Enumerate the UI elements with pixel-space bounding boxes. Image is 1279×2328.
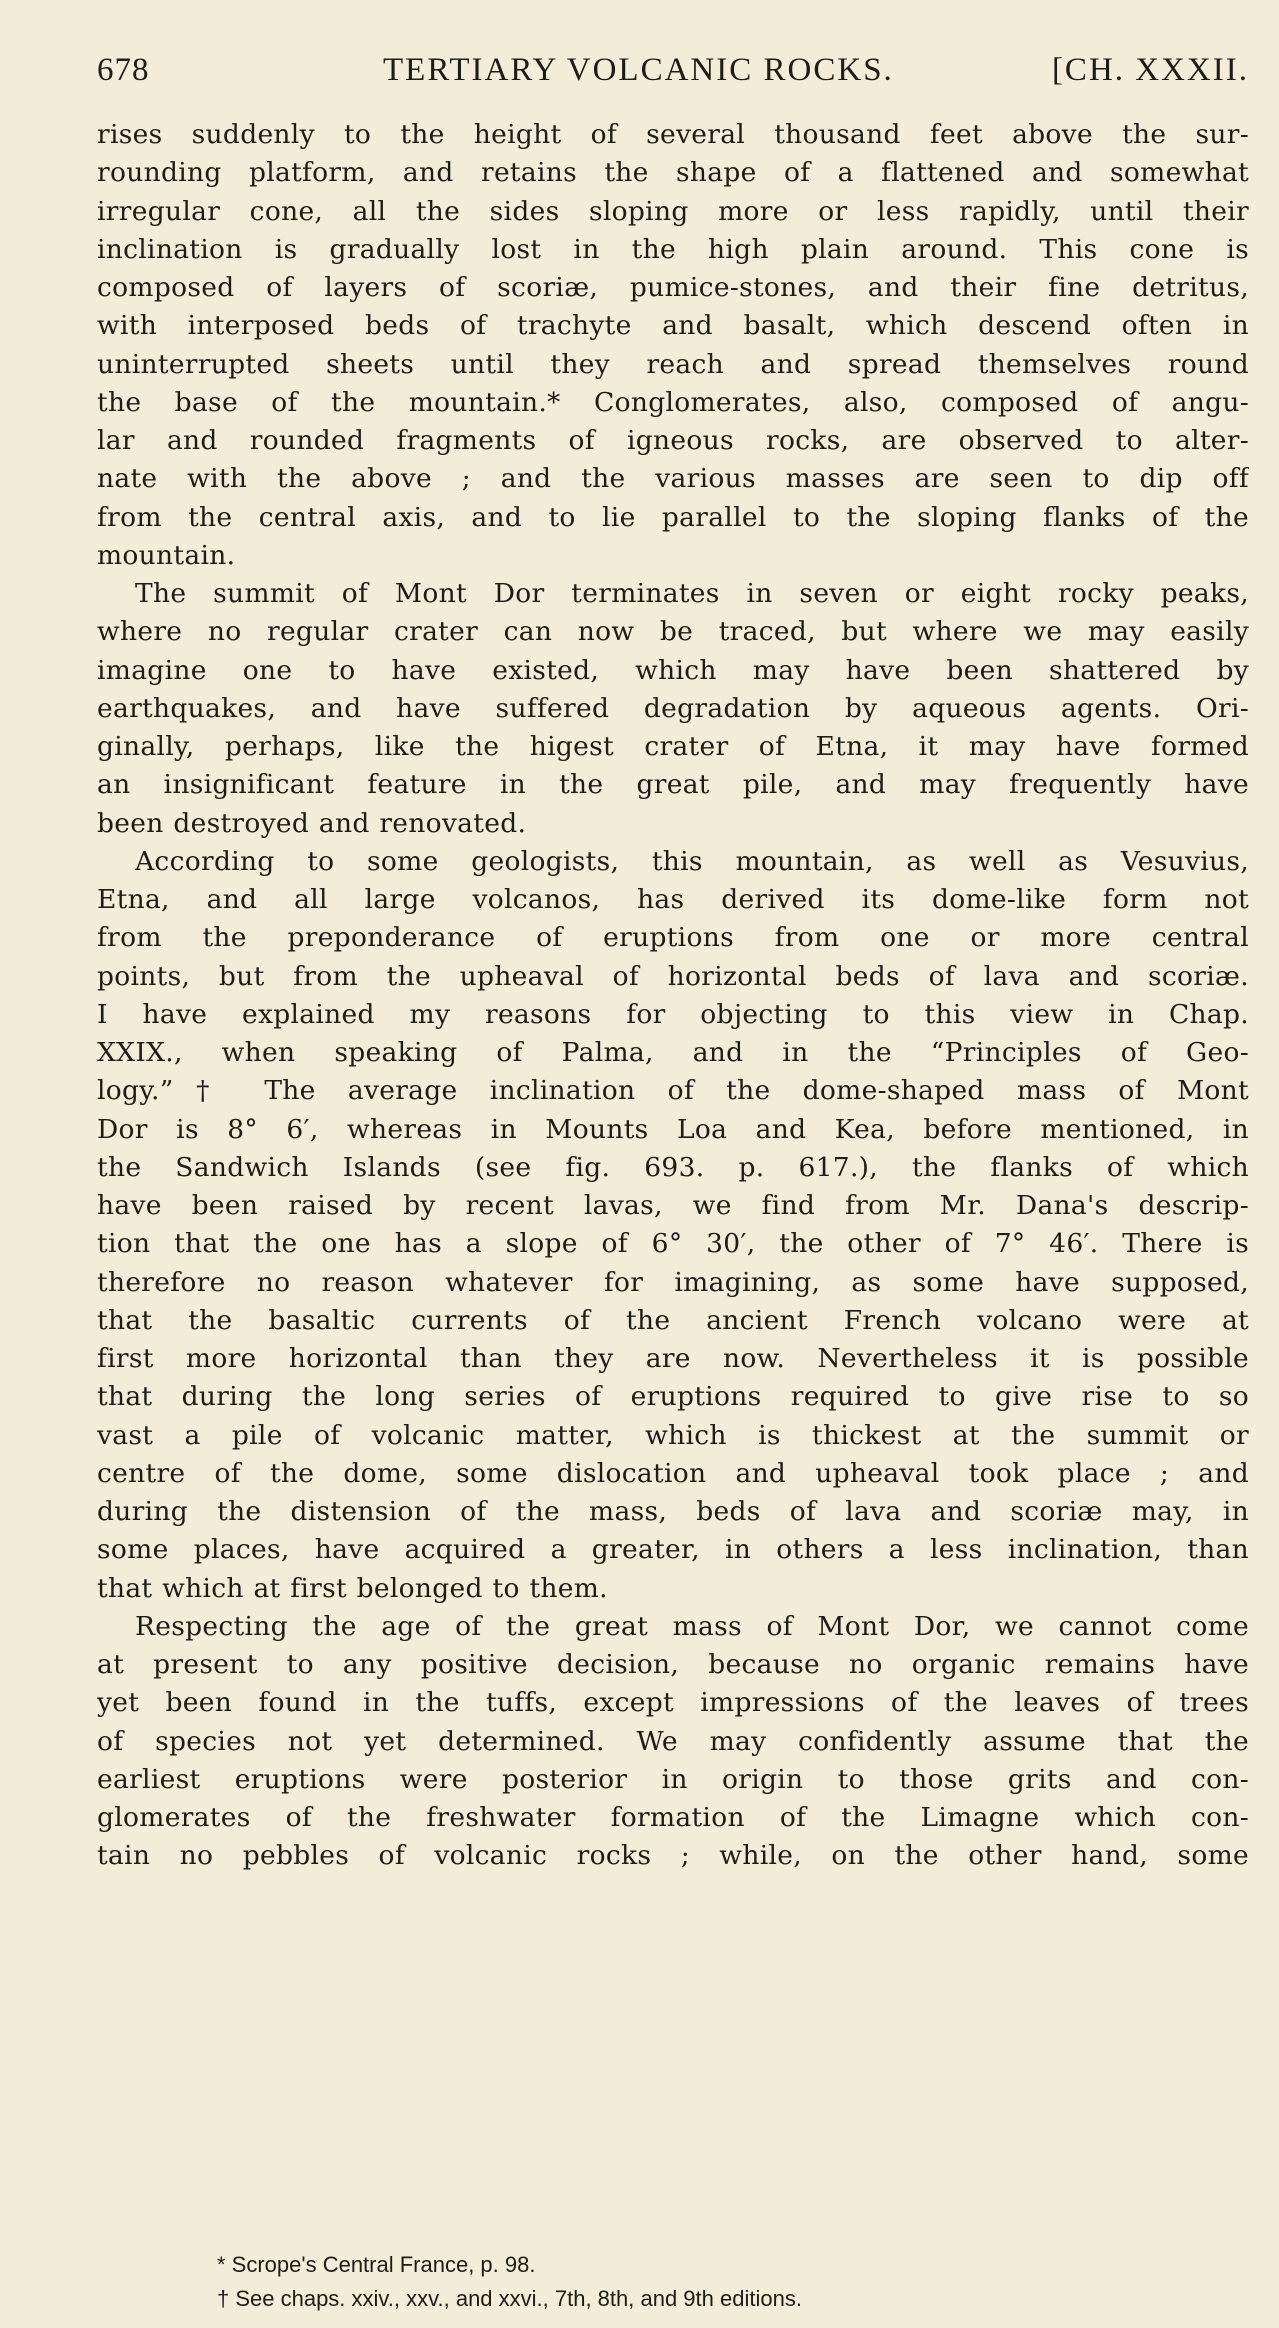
text-line: imagine one to have existed, which may have been shattered by [97,654,1249,686]
text-line: rises suddenly to the height of several thousand feet above the sur- [97,119,1249,150]
text-line: nate with the above ; and the various masses are seen to dip off [97,463,1249,495]
text-line: at present to any positive decision, because no organic remains have [97,1649,1249,1680]
text-line: from the preponderance of eruptions from one or more central [97,922,1249,954]
text-line: the Sandwich Islands (see fig. 693. p. 617.), the flanks of which [97,1151,1249,1183]
text-line: earliest eruptions were posterior in origin to those grits and con- [97,1763,1249,1795]
text-line: uninterrupted sheets until they reach and spread themselves round [97,348,1249,380]
text-line: some places, have acquired a greater, in others a less inclination, than [97,1534,1249,1566]
text-line: that during the long series of eruptions required to give rise to so [97,1381,1249,1413]
text-line: first more horizontal than they are now. Nevertheless it is possible [97,1343,1249,1374]
text-line: composed of layers of scoriæ, pumice-stones, and their fine detritus, [97,272,1249,303]
running-title: TERTIARY VOLCANIC ROCKS. [383,52,894,88]
text-line: rounding platform, and retains the shape of a flattened and somewhat [97,157,1249,189]
chapter-reference: [CH. XXXII. [1051,52,1249,88]
page-number: 678 [97,52,150,88]
text-line: The summit of Mont Dor terminates in seven or eight rocky peaks, [135,578,1249,609]
text-line: tion that the one has a slope of 6° 30′, the other of 7° 46′. There is [97,1228,1249,1260]
text-line: inclination is gradually lost in the high plain around. This cone is [97,233,1249,265]
text-line: lar and rounded fragments of igneous rocks, are observed to alter- [97,425,1249,456]
body-text [97,116,1249,1876]
text-line: XXIX., when speaking of Palma, and in the “Principles of Geo- [97,1037,1249,1068]
text-line: where no regular crater can now be traced, but where we may easily [97,616,1249,648]
text-line: been destroyed and renovated. [97,807,527,839]
text-line: therefore no reason whatever for imagining, as some have supposed, [97,1266,1249,1298]
text-line: Etna, and all large volcanos, has derived its dome-like form not [97,884,1249,915]
text-line: an insignificant feature in the great pile, and may frequently have [97,769,1249,801]
text-line: According to some geologists, this mountain, as well as Vesuvius, [135,845,1249,877]
text-line: logy.”† The average inclination of the dome-shaped mass of Mont [97,1075,1249,1107]
text-line: vast a pile of volcanic matter, which is thickest at the summit or [97,1419,1249,1451]
text-line: yet been found in the tuffs, except impressions of the leaves of trees [97,1687,1249,1719]
running-header [97,52,1249,96]
text-line: Dor is 8° 6′, whereas in Mounts Loa and Kea, before mentioned, in [97,1113,1249,1145]
text-line: earthquakes, and have suffered degradation by aqueous agents. Ori- [97,692,1249,724]
text-line: from the central axis, and to lie parallel to the sloping flanks of the [97,501,1249,533]
text-line: Respecting the age of the great mass of Mont Dor, we cannot come [135,1610,1249,1642]
text-line: of species not yet determined. We may confidently assume that the [97,1725,1249,1757]
footnotes [97,2248,1249,2316]
text-line: that the basaltic currents of the ancient French volcano were at [97,1304,1249,1336]
text-line: the base of the mountain.* Conglomerates, also, composed of angu- [97,386,1249,418]
text-line: tain no pebbles of volcanic rocks ; while, on the other hand, some [97,1840,1249,1872]
text-line: that which at first belonged to them. [97,1572,608,1604]
footnote: * Scrope's Central France, p. 98. [217,2252,536,2277]
text-line: during the distension of the mass, beds of lava and scoriæ may, in [97,1496,1249,1527]
text-line: I have explained my reasons for objecting to this view in Chap. [97,998,1249,1030]
text-line: ginally, perhaps, like the higest crater of Etna, it may have formed [97,731,1249,762]
text-line: centre of the dome, some dislocation and upheaval took place ; and [97,1457,1249,1489]
footnote: † See chaps. xxiv., xxv., and xxvi., 7th, 8th, and 9th editions. [217,2286,802,2311]
text-line: points, but from the upheaval of horizontal beds of lava and scoriæ. [97,960,1249,992]
text-line: with interposed beds of trachyte and basalt, which descend often in [97,310,1249,342]
text-line: glomerates of the freshwater formation of the Limagne which con- [97,1802,1249,1833]
text-line: mountain. [97,539,236,571]
text-line: have been raised by recent lavas, we find from Mr. Dana's descrip- [97,1190,1249,1221]
text-line: irregular cone, all the sides sloping more or less rapidly, until their [97,195,1249,227]
